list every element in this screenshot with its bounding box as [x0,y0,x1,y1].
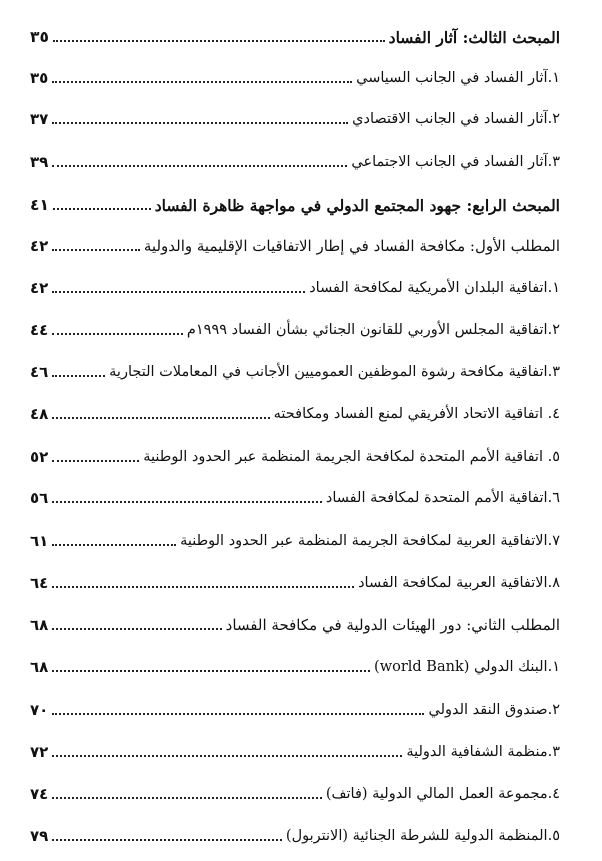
toc-page-number: ٤٢ [30,279,49,297]
toc-entry-title: ٨.الاتفاقية العربية لمكافحة الفساد [358,575,560,591]
toc-entry-title: ١.آثار الفساد في الجانب السياسي [356,70,560,86]
toc-leader-dots [53,207,151,210]
toc-entry-title: ٢.صندوق النقد الدولي [428,702,560,718]
toc-page-number: ٤٨ [30,405,49,423]
toc-entry-title: ٤.مجموعة العمل المالي الدولية (فاتف) [325,786,560,802]
toc-entry-title: ٥. اتفاقية الأمم المتحدة لمكافحة الجريمة المنظمة عبر الحدود الوطنية [143,449,560,465]
toc-entry [30,821,560,851]
toc-entry [30,63,560,93]
toc-entry [30,610,560,640]
toc-page-number: ٦٨ [30,658,49,676]
toc-entry-title: ١.اتفاقية البلدان الأمريكية لمكافحة الفساد [309,280,560,296]
toc-leader-dots [52,332,183,335]
toc-leader-dots [52,838,282,841]
toc-leader-dots [52,374,105,377]
toc-entry [30,483,560,513]
toc-page-number: ٧٠ [30,701,49,719]
toc-entry-title: ٦.اتفاقية الأمم المتحدة لمكافحة الفساد [325,490,560,506]
toc-page-number: ٣٥ [30,69,49,87]
toc-entry [30,652,560,682]
toc-entry [30,22,560,52]
toc-leader-dots [52,416,269,419]
toc-page-number: ٤٢ [30,237,49,255]
toc-leader-dots [52,290,305,293]
toc-entry-title: ٣.منظمة الشفافية الدولية [406,744,560,760]
toc-leader-dots [52,627,221,630]
toc-leader-dots [52,754,402,757]
toc-entry-title: ٣.آثار الفساد في الجانب الاجتماعي [351,154,560,170]
toc-entry [30,147,560,177]
toc-page-number: ٤٤ [30,321,49,339]
toc-entry-title: المطلب الثاني: دور الهيئات الدولية في مكافحة الفساد [225,616,560,634]
toc-page-number: ٦١ [30,532,49,550]
toc-entry [30,273,560,303]
toc-leader-dots [52,669,370,672]
toc-page-number: ٧٤ [30,785,49,803]
toc-entry-title: ٢.اتفاقية المجلس الأوربي للقانون الجنائي بشأن الفساد ١٩٩٩م [186,322,560,338]
toc-entry-title: ١.البنك الدولي (world Bank) [374,659,560,675]
toc-entry [30,695,560,725]
toc-entry [30,568,560,598]
toc-page-number: ٤٦ [30,363,49,381]
toc-leader-dots [53,39,385,42]
toc-page-number: ٥٢ [30,448,49,466]
toc-leader-dots [52,543,176,546]
toc-entry [30,231,560,261]
toc-leader-dots [52,796,322,799]
toc-entry-title: المبحث الرابع: جهود المجتمع الدولي في مواجهة ظاهرة الفساد [154,195,560,215]
toc-leader-dots [52,121,348,124]
toc-entry [30,526,560,556]
toc-leader-dots [52,712,424,715]
toc-entry [30,779,560,809]
toc-leader-dots [52,80,352,83]
toc-page-number: ٣٩ [30,153,49,171]
toc-entry-title: ٧.الاتفاقية العربية لمكافحة الجريمة المنظمة عبر الحدود الوطنية [180,533,560,549]
toc-entry [30,357,560,387]
toc-entry [30,104,560,134]
toc-leader-dots [52,164,347,167]
toc-entry-title: ٥.المنظمة الدولية للشرطة الجنائية (الانتربول) [285,828,560,844]
toc-leader-dots [52,500,322,503]
toc-entry [30,315,560,345]
toc-page-number: ٦٤ [30,574,49,592]
toc-entry [30,442,560,472]
toc-entry [30,190,560,220]
toc-entry-title: المبحث الثالث: آثار الفساد [388,27,560,47]
toc-leader-dots [52,248,140,251]
toc-page-number: ٤١ [30,196,49,214]
toc-entry-title: ٢.آثار الفساد في الجانب الاقتصادي [352,111,560,127]
toc-page-number: ٧٩ [30,827,49,845]
toc-page-number: ٦٨ [30,616,49,634]
toc-entry-title: المطلب الأول: مكافحة الفساد في إطار الاتفاقيات الإقليمية والدولية [143,237,560,255]
toc-entry [30,399,560,429]
toc-entry-title: ٤. اتفاقية الاتحاد الأفريقي لمنع الفساد ومكافحته [273,406,560,422]
toc-page-number: ٣٧ [30,110,49,128]
toc-leader-dots [52,585,354,588]
toc-page-number: ٥٦ [30,489,49,507]
toc-leader-dots [52,459,139,462]
toc-entry [30,737,560,767]
toc-entry-title: ٣.اتفاقية مكافحة رشوة الموظفين العموميين الأجانب في المعاملات التجارية [109,364,560,380]
toc-page-number: ٧٢ [30,743,49,761]
toc-page-number: ٣٥ [30,28,49,46]
